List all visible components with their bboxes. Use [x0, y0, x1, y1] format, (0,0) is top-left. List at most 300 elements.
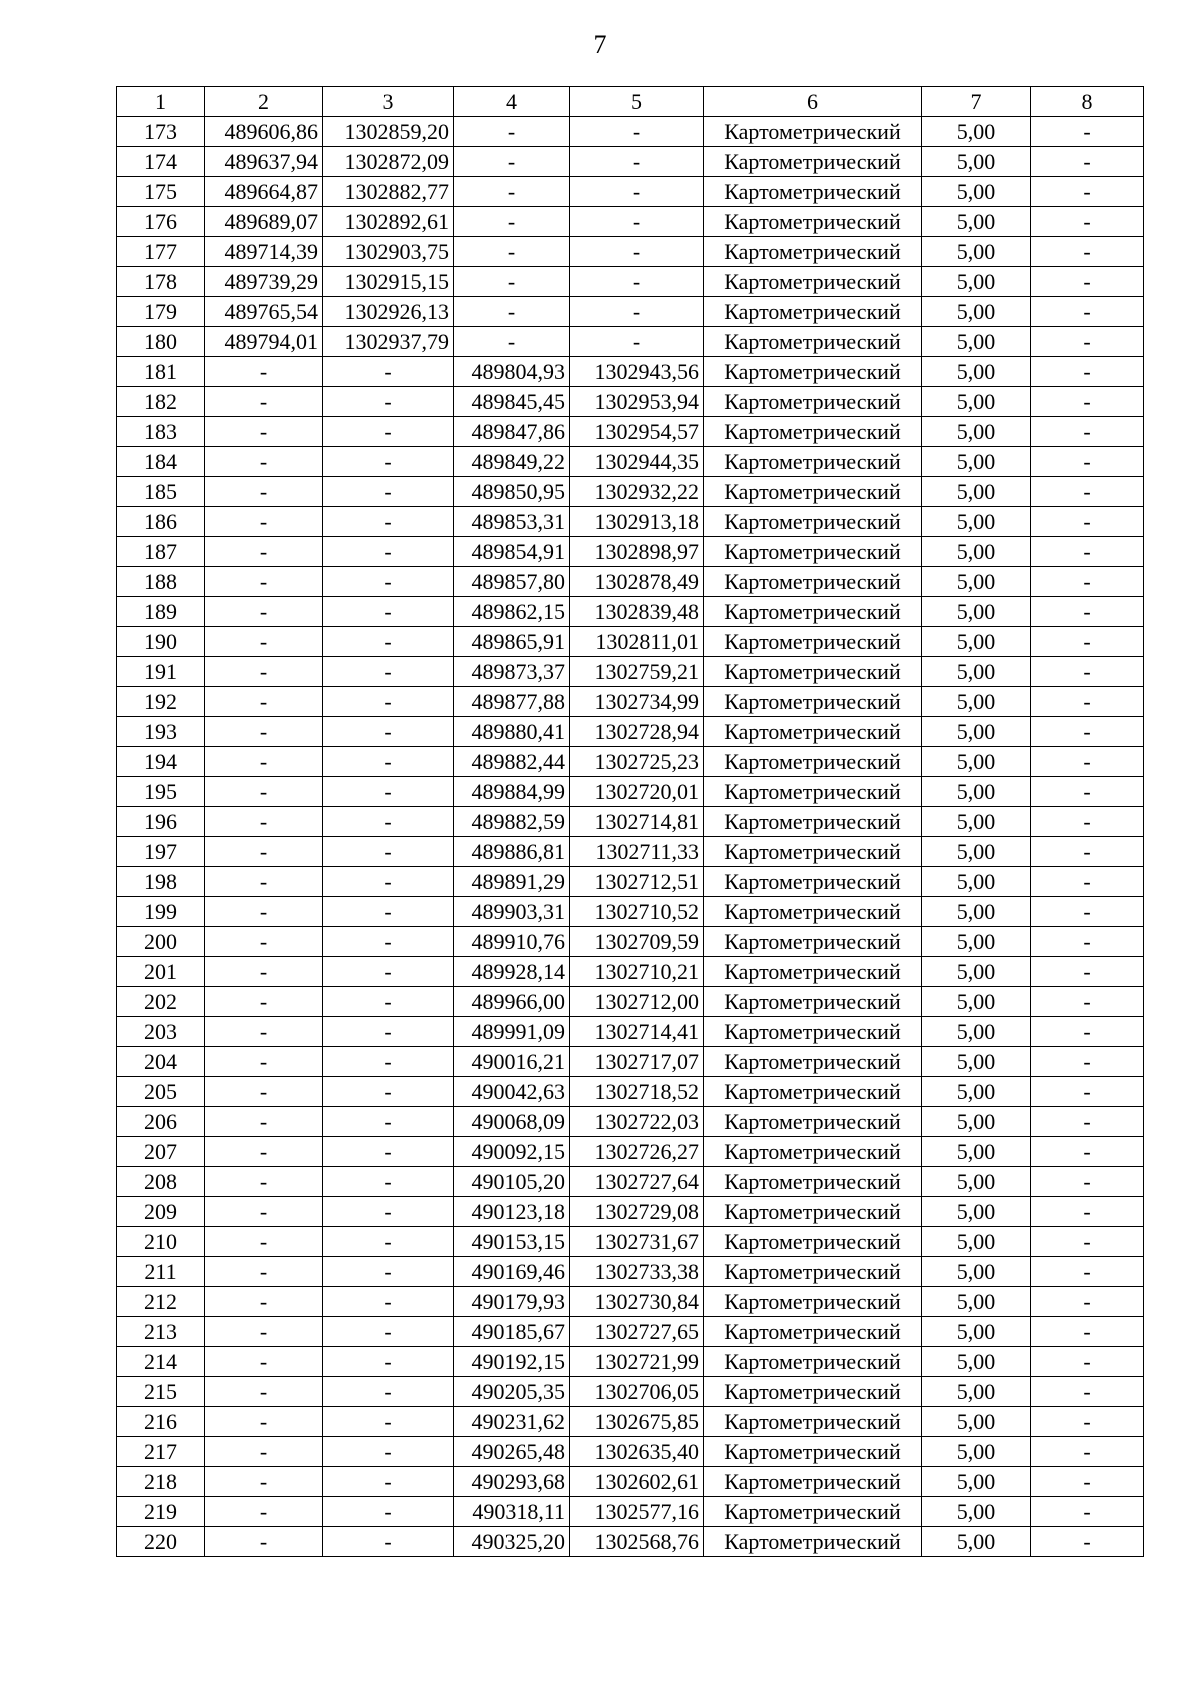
y-old-cell: - [323, 987, 454, 1017]
column-header: 3 [323, 87, 454, 117]
point-number-cell: 192 [117, 687, 205, 717]
accuracy-cell: 5,00 [922, 1107, 1031, 1137]
description-cell: - [1031, 777, 1144, 807]
point-number-cell: 199 [117, 897, 205, 927]
method-cell: Картометрический [704, 177, 922, 207]
y-old-cell: - [323, 957, 454, 987]
description-cell: - [1031, 387, 1144, 417]
accuracy-cell: 5,00 [922, 1197, 1031, 1227]
accuracy-cell: 5,00 [922, 1377, 1031, 1407]
accuracy-cell: 5,00 [922, 117, 1031, 147]
accuracy-cell: 5,00 [922, 777, 1031, 807]
table-row [117, 1167, 1144, 1197]
y-old-cell: - [323, 1377, 454, 1407]
point-number-cell: 196 [117, 807, 205, 837]
description-cell: - [1031, 1497, 1144, 1527]
y-new-cell: 1302727,65 [570, 1317, 704, 1347]
x-old-cell: - [205, 477, 323, 507]
accuracy-cell: 5,00 [922, 657, 1031, 687]
table-row [117, 747, 1144, 777]
accuracy-cell: 5,00 [922, 1407, 1031, 1437]
y-new-cell: - [570, 147, 704, 177]
coordinates-table [116, 86, 1144, 1557]
point-number-cell: 214 [117, 1347, 205, 1377]
column-header: 6 [704, 87, 922, 117]
description-cell: - [1031, 1047, 1144, 1077]
y-old-cell: 1302892,61 [323, 207, 454, 237]
x-old-cell: - [205, 1167, 323, 1197]
x-new-cell: 490318,11 [454, 1497, 570, 1527]
method-cell: Картометрический [704, 1197, 922, 1227]
point-number-cell: 208 [117, 1167, 205, 1197]
y-old-cell: - [323, 1077, 454, 1107]
y-new-cell: 1302944,35 [570, 447, 704, 477]
x-old-cell: - [205, 687, 323, 717]
point-number-cell: 207 [117, 1137, 205, 1167]
y-new-cell: 1302731,67 [570, 1227, 704, 1257]
point-number-cell: 173 [117, 117, 205, 147]
x-old-cell: - [205, 1107, 323, 1137]
table-row [117, 567, 1144, 597]
accuracy-cell: 5,00 [922, 717, 1031, 747]
table-row [117, 147, 1144, 177]
y-old-cell: - [323, 1317, 454, 1347]
accuracy-cell: 5,00 [922, 957, 1031, 987]
description-cell: - [1031, 657, 1144, 687]
accuracy-cell: 5,00 [922, 357, 1031, 387]
table-row [117, 1137, 1144, 1167]
y-new-cell: 1302675,85 [570, 1407, 704, 1437]
table-row [117, 1287, 1144, 1317]
point-number-cell: 212 [117, 1287, 205, 1317]
x-old-cell: - [205, 1407, 323, 1437]
x-new-cell: 489850,95 [454, 477, 570, 507]
y-old-cell: - [323, 777, 454, 807]
method-cell: Картометрический [704, 1047, 922, 1077]
table-row [117, 357, 1144, 387]
description-cell: - [1031, 1527, 1144, 1557]
method-cell: Картометрический [704, 387, 922, 417]
header-row [117, 87, 1144, 117]
accuracy-cell: 5,00 [922, 1017, 1031, 1047]
table-row [117, 867, 1144, 897]
description-cell: - [1031, 117, 1144, 147]
table-row [117, 897, 1144, 927]
y-new-cell: 1302712,51 [570, 867, 704, 897]
x-old-cell: - [205, 837, 323, 867]
point-number-cell: 197 [117, 837, 205, 867]
table-row [117, 927, 1144, 957]
description-cell: - [1031, 267, 1144, 297]
y-new-cell: 1302602,61 [570, 1467, 704, 1497]
x-old-cell: - [205, 357, 323, 387]
table-row [117, 807, 1144, 837]
y-new-cell: 1302568,76 [570, 1527, 704, 1557]
point-number-cell: 174 [117, 147, 205, 177]
x-new-cell: - [454, 237, 570, 267]
x-new-cell: 489882,59 [454, 807, 570, 837]
description-cell: - [1031, 1287, 1144, 1317]
point-number-cell: 176 [117, 207, 205, 237]
y-new-cell: 1302710,52 [570, 897, 704, 927]
method-cell: Картометрический [704, 297, 922, 327]
accuracy-cell: 5,00 [922, 1527, 1031, 1557]
table-row [117, 1527, 1144, 1557]
x-old-cell: 489794,01 [205, 327, 323, 357]
description-cell: - [1031, 1227, 1144, 1257]
y-old-cell: - [323, 897, 454, 927]
y-old-cell: - [323, 1107, 454, 1137]
y-old-cell: - [323, 1197, 454, 1227]
y-old-cell: - [323, 1017, 454, 1047]
description-cell: - [1031, 747, 1144, 777]
x-new-cell: 490042,63 [454, 1077, 570, 1107]
description-cell: - [1031, 1137, 1144, 1167]
x-old-cell: - [205, 1497, 323, 1527]
method-cell: Картометрический [704, 327, 922, 357]
x-old-cell: - [205, 537, 323, 567]
point-number-cell: 182 [117, 387, 205, 417]
point-number-cell: 201 [117, 957, 205, 987]
y-new-cell: 1302711,33 [570, 837, 704, 867]
accuracy-cell: 5,00 [922, 267, 1031, 297]
y-new-cell: 1302717,07 [570, 1047, 704, 1077]
point-number-cell: 198 [117, 867, 205, 897]
accuracy-cell: 5,00 [922, 1137, 1031, 1167]
method-cell: Картометрический [704, 867, 922, 897]
y-old-cell: - [323, 1407, 454, 1437]
method-cell: Картометрический [704, 1257, 922, 1287]
y-old-cell: 1302915,15 [323, 267, 454, 297]
y-new-cell: 1302839,48 [570, 597, 704, 627]
x-new-cell: 490068,09 [454, 1107, 570, 1137]
table-row [117, 387, 1144, 417]
accuracy-cell: 5,00 [922, 1317, 1031, 1347]
y-old-cell: - [323, 477, 454, 507]
x-new-cell: 490179,93 [454, 1287, 570, 1317]
y-new-cell: 1302725,23 [570, 747, 704, 777]
y-new-cell: 1302943,56 [570, 357, 704, 387]
x-new-cell: 489857,80 [454, 567, 570, 597]
x-new-cell: - [454, 327, 570, 357]
y-old-cell: - [323, 387, 454, 417]
point-number-cell: 203 [117, 1017, 205, 1047]
description-cell: - [1031, 987, 1144, 1017]
x-old-cell: - [205, 1257, 323, 1287]
accuracy-cell: 5,00 [922, 1257, 1031, 1287]
y-old-cell: 1302903,75 [323, 237, 454, 267]
page-number: 7 [593, 30, 607, 59]
y-new-cell: 1302727,64 [570, 1167, 704, 1197]
accuracy-cell: 5,00 [922, 477, 1031, 507]
method-cell: Картометрический [704, 717, 922, 747]
y-old-cell: - [323, 1287, 454, 1317]
accuracy-cell: 5,00 [922, 687, 1031, 717]
y-old-cell: - [323, 1497, 454, 1527]
accuracy-cell: 5,00 [922, 1497, 1031, 1527]
description-cell: - [1031, 1017, 1144, 1047]
table-row [117, 267, 1144, 297]
description-cell: - [1031, 1347, 1144, 1377]
y-old-cell: - [323, 687, 454, 717]
y-old-cell: 1302882,77 [323, 177, 454, 207]
x-old-cell: - [205, 507, 323, 537]
y-old-cell: - [323, 747, 454, 777]
method-cell: Картометрический [704, 837, 922, 867]
table-row [117, 597, 1144, 627]
method-cell: Картометрический [704, 1107, 922, 1137]
accuracy-cell: 5,00 [922, 1227, 1031, 1257]
y-old-cell: 1302926,13 [323, 297, 454, 327]
y-new-cell: 1302898,97 [570, 537, 704, 567]
point-number-cell: 190 [117, 627, 205, 657]
description-cell: - [1031, 447, 1144, 477]
x-old-cell: - [205, 777, 323, 807]
description-cell: - [1031, 1317, 1144, 1347]
y-new-cell: 1302878,49 [570, 567, 704, 597]
y-old-cell: - [323, 597, 454, 627]
point-number-cell: 216 [117, 1407, 205, 1437]
method-cell: Картометрический [704, 687, 922, 717]
method-cell: Картометрический [704, 1077, 922, 1107]
method-cell: Картометрический [704, 1497, 922, 1527]
y-new-cell: 1302932,22 [570, 477, 704, 507]
x-new-cell: 489873,37 [454, 657, 570, 687]
method-cell: Картометрический [704, 597, 922, 627]
x-new-cell: 490153,15 [454, 1227, 570, 1257]
method-cell: Картометрический [704, 1407, 922, 1437]
table-row [117, 1227, 1144, 1257]
method-cell: Картометрический [704, 1227, 922, 1257]
y-old-cell: - [323, 1167, 454, 1197]
point-number-cell: 177 [117, 237, 205, 267]
method-cell: Картометрический [704, 417, 922, 447]
x-new-cell: 489862,15 [454, 597, 570, 627]
x-old-cell: - [205, 957, 323, 987]
point-number-cell: 179 [117, 297, 205, 327]
x-old-cell: 489714,39 [205, 237, 323, 267]
accuracy-cell: 5,00 [922, 567, 1031, 597]
x-new-cell: 489882,44 [454, 747, 570, 777]
x-new-cell: 490205,35 [454, 1377, 570, 1407]
x-new-cell: - [454, 147, 570, 177]
accuracy-cell: 5,00 [922, 237, 1031, 267]
y-new-cell: 1302714,41 [570, 1017, 704, 1047]
point-number-cell: 189 [117, 597, 205, 627]
point-number-cell: 204 [117, 1047, 205, 1077]
table-row [117, 447, 1144, 477]
table-row [117, 687, 1144, 717]
x-new-cell: 489865,91 [454, 627, 570, 657]
table-row [117, 1257, 1144, 1287]
table-row [117, 1497, 1144, 1527]
x-new-cell: 490192,15 [454, 1347, 570, 1377]
y-new-cell: 1302714,81 [570, 807, 704, 837]
method-cell: Картометрический [704, 507, 922, 537]
accuracy-cell: 5,00 [922, 447, 1031, 477]
y-old-cell: - [323, 1347, 454, 1377]
method-cell: Картометрический [704, 1347, 922, 1377]
description-cell: - [1031, 477, 1144, 507]
x-old-cell: - [205, 1467, 323, 1497]
accuracy-cell: 5,00 [922, 1467, 1031, 1497]
x-old-cell: 489606,86 [205, 117, 323, 147]
x-old-cell: - [205, 867, 323, 897]
y-new-cell: - [570, 207, 704, 237]
table-row [117, 1317, 1144, 1347]
accuracy-cell: 5,00 [922, 297, 1031, 327]
description-cell: - [1031, 567, 1144, 597]
y-new-cell: - [570, 267, 704, 297]
point-number-cell: 210 [117, 1227, 205, 1257]
description-cell: - [1031, 1407, 1144, 1437]
description-cell: - [1031, 597, 1144, 627]
table-row [117, 477, 1144, 507]
x-old-cell: 489689,07 [205, 207, 323, 237]
y-old-cell: - [323, 447, 454, 477]
method-cell: Картометрический [704, 807, 922, 837]
description-cell: - [1031, 237, 1144, 267]
y-old-cell: - [323, 1227, 454, 1257]
y-new-cell: - [570, 297, 704, 327]
y-new-cell: - [570, 327, 704, 357]
method-cell: Картометрический [704, 1437, 922, 1467]
x-old-cell: - [205, 417, 323, 447]
y-old-cell: - [323, 537, 454, 567]
table-row [117, 957, 1144, 987]
table-row [117, 327, 1144, 357]
method-cell: Картометрический [704, 567, 922, 597]
table-row [117, 177, 1144, 207]
method-cell: Картометрический [704, 1287, 922, 1317]
method-cell: Картометрический [704, 1317, 922, 1347]
point-number-cell: 188 [117, 567, 205, 597]
accuracy-cell: 5,00 [922, 417, 1031, 447]
accuracy-cell: 5,00 [922, 1437, 1031, 1467]
table-row [117, 1377, 1144, 1407]
column-header: 2 [205, 87, 323, 117]
description-cell: - [1031, 867, 1144, 897]
y-new-cell: 1302722,03 [570, 1107, 704, 1137]
x-new-cell: 490092,15 [454, 1137, 570, 1167]
x-new-cell: 489880,41 [454, 717, 570, 747]
y-old-cell: 1302937,79 [323, 327, 454, 357]
y-new-cell: 1302712,00 [570, 987, 704, 1017]
point-number-cell: 187 [117, 537, 205, 567]
x-new-cell: - [454, 177, 570, 207]
point-number-cell: 175 [117, 177, 205, 207]
y-new-cell: 1302759,21 [570, 657, 704, 687]
method-cell: Картометрический [704, 987, 922, 1017]
point-number-cell: 193 [117, 717, 205, 747]
x-old-cell: - [205, 1377, 323, 1407]
accuracy-cell: 5,00 [922, 927, 1031, 957]
table-row [117, 537, 1144, 567]
description-cell: - [1031, 927, 1144, 957]
accuracy-cell: 5,00 [922, 627, 1031, 657]
description-cell: - [1031, 687, 1144, 717]
x-new-cell: 489849,22 [454, 447, 570, 477]
table-row [117, 837, 1144, 867]
x-new-cell: 489877,88 [454, 687, 570, 717]
method-cell: Картометрический [704, 1167, 922, 1197]
x-old-cell: - [205, 1197, 323, 1227]
table-row [117, 117, 1144, 147]
y-new-cell: 1302733,38 [570, 1257, 704, 1287]
x-new-cell: - [454, 207, 570, 237]
table-row [117, 1407, 1144, 1437]
point-number-cell: 184 [117, 447, 205, 477]
description-cell: - [1031, 327, 1144, 357]
column-header: 7 [922, 87, 1031, 117]
method-cell: Картометрический [704, 117, 922, 147]
x-new-cell: 489804,93 [454, 357, 570, 387]
description-cell: - [1031, 507, 1144, 537]
x-old-cell: - [205, 447, 323, 477]
x-new-cell: - [454, 117, 570, 147]
point-number-cell: 178 [117, 267, 205, 297]
x-old-cell: - [205, 1137, 323, 1167]
description-cell: - [1031, 627, 1144, 657]
method-cell: Картометрический [704, 747, 922, 777]
x-old-cell: 489637,94 [205, 147, 323, 177]
column-header: 5 [570, 87, 704, 117]
accuracy-cell: 5,00 [922, 387, 1031, 417]
x-new-cell: 489966,00 [454, 987, 570, 1017]
y-old-cell: 1302859,20 [323, 117, 454, 147]
description-cell: - [1031, 1197, 1144, 1227]
y-new-cell: 1302710,21 [570, 957, 704, 987]
table-body [117, 117, 1144, 1557]
accuracy-cell: 5,00 [922, 1287, 1031, 1317]
column-header: 4 [454, 87, 570, 117]
table-row [117, 507, 1144, 537]
x-old-cell: - [205, 1047, 323, 1077]
y-new-cell: 1302730,84 [570, 1287, 704, 1317]
method-cell: Картометрический [704, 957, 922, 987]
y-new-cell: 1302954,57 [570, 417, 704, 447]
x-old-cell: - [205, 567, 323, 597]
x-old-cell: - [205, 1527, 323, 1557]
y-old-cell: - [323, 1527, 454, 1557]
point-number-cell: 195 [117, 777, 205, 807]
x-old-cell: - [205, 627, 323, 657]
x-old-cell: - [205, 747, 323, 777]
point-number-cell: 202 [117, 987, 205, 1017]
table-row [117, 777, 1144, 807]
y-old-cell: - [323, 867, 454, 897]
point-number-cell: 211 [117, 1257, 205, 1287]
x-old-cell: - [205, 597, 323, 627]
point-number-cell: 215 [117, 1377, 205, 1407]
point-number-cell: 217 [117, 1437, 205, 1467]
x-new-cell: 489991,09 [454, 1017, 570, 1047]
x-new-cell: 490325,20 [454, 1527, 570, 1557]
x-new-cell: 490185,67 [454, 1317, 570, 1347]
y-old-cell: 1302872,09 [323, 147, 454, 177]
method-cell: Картометрический [704, 237, 922, 267]
accuracy-cell: 5,00 [922, 1167, 1031, 1197]
x-old-cell: - [205, 1347, 323, 1377]
method-cell: Картометрический [704, 357, 922, 387]
description-cell: - [1031, 297, 1144, 327]
y-new-cell: 1302718,52 [570, 1077, 704, 1107]
accuracy-cell: 5,00 [922, 1347, 1031, 1377]
y-old-cell: - [323, 837, 454, 867]
point-number-cell: 191 [117, 657, 205, 687]
point-number-cell: 218 [117, 1467, 205, 1497]
table-row [117, 417, 1144, 447]
